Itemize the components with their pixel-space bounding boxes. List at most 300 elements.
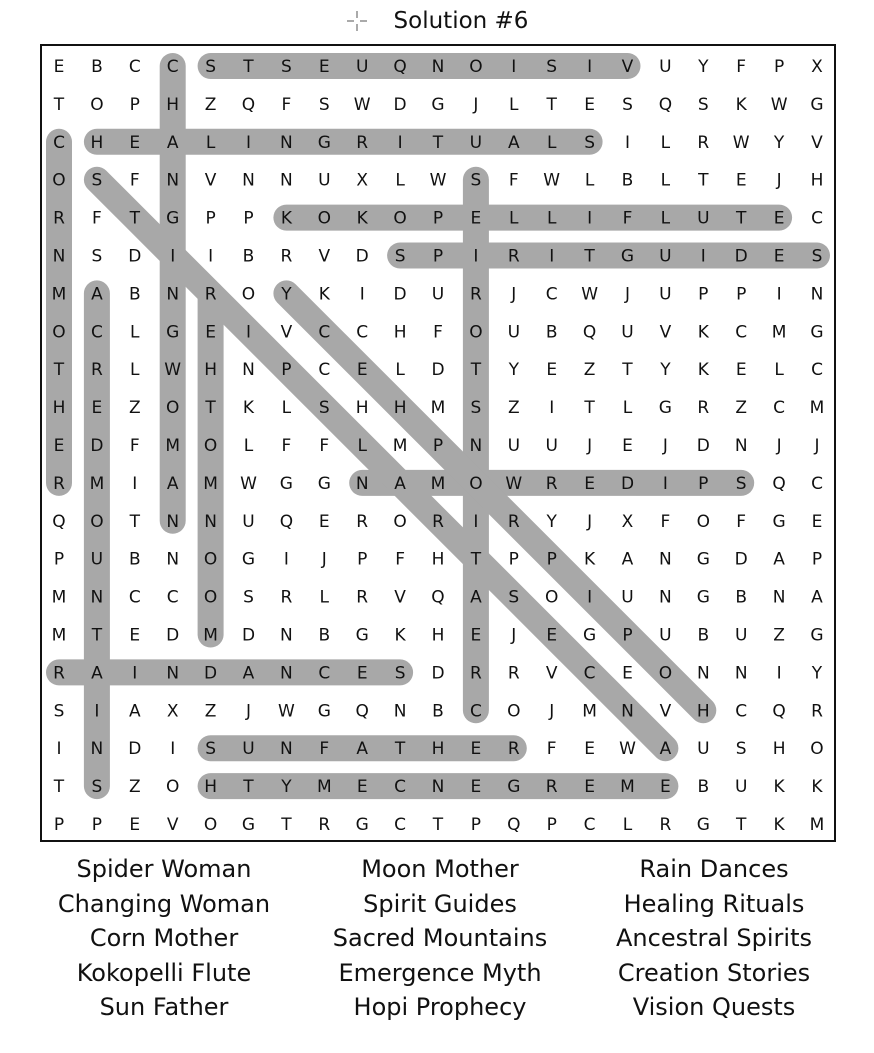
grid-letter: E <box>318 57 330 77</box>
grid-letter: I <box>624 132 631 153</box>
grid-letter: I <box>776 663 782 684</box>
grid-letter: S <box>394 246 406 267</box>
grid-letter: D <box>128 739 142 760</box>
grid-letter: A <box>91 284 103 305</box>
grid-letter: E <box>129 132 141 153</box>
grid-frame <box>40 44 836 842</box>
grid-letter: H <box>204 777 217 798</box>
grid-letter: U <box>90 549 104 570</box>
grid-letter: W <box>543 170 561 191</box>
grid-letter: L <box>130 322 140 343</box>
grid-letter: Y <box>281 777 292 798</box>
grid-letter: H <box>393 398 407 419</box>
grid-letter: G <box>241 815 256 835</box>
grid-letter: N <box>469 436 483 456</box>
grid-letter: I <box>132 663 138 684</box>
grid-letter: G <box>772 511 786 532</box>
grid-letter: Y <box>660 360 671 381</box>
grid-letter: B <box>697 777 710 798</box>
grid-letter: D <box>166 625 180 646</box>
grid-letter: S <box>205 57 216 77</box>
grid-letter: G <box>507 777 521 798</box>
grid-letter: W <box>505 473 523 494</box>
grid-letter: E <box>470 739 482 760</box>
puzzle-header <box>0 4 874 38</box>
grid-letter: B <box>128 284 141 305</box>
grid-letter: C <box>166 57 179 77</box>
grid-letter: U <box>697 208 710 229</box>
grid-letter: J <box>776 170 782 191</box>
word-list-item: Hopi Prophecy <box>353 993 527 1021</box>
grid-letter: U <box>659 284 672 305</box>
grid-letter: T <box>129 511 140 532</box>
grid-letter: L <box>509 208 519 229</box>
grid-letter: R <box>53 473 65 494</box>
grid-letter: L <box>622 815 633 835</box>
grid-letter: V <box>545 663 558 684</box>
grid-letter: W <box>619 739 636 760</box>
grid-letter: N <box>166 284 180 305</box>
grid-letter: N <box>90 587 104 608</box>
grid-letter: E <box>584 94 595 115</box>
grid-letter: W <box>277 701 295 722</box>
grid-letter: Q <box>431 587 445 608</box>
grid-letter: S <box>53 701 65 722</box>
grid-letter: R <box>53 208 65 229</box>
grid-letter: I <box>56 739 62 760</box>
grid-letter: K <box>356 208 368 229</box>
grid-letter: E <box>735 360 747 381</box>
grid-letter: N <box>280 625 293 646</box>
grid-letter: Z <box>507 398 520 419</box>
grid-letter: A <box>470 587 482 608</box>
grid-letter: L <box>357 436 367 456</box>
grid-letter: F <box>281 94 292 115</box>
grid-letter: J <box>549 701 555 722</box>
grid-letter: R <box>356 132 369 153</box>
grid-letter: H <box>431 739 445 760</box>
grid-letter: G <box>810 322 824 343</box>
grid-letter: U <box>318 170 331 191</box>
grid-letter: Y <box>281 284 292 305</box>
grid-letter: V <box>659 322 672 343</box>
grid-letter: S <box>470 398 482 419</box>
grid-letter: K <box>697 360 709 381</box>
grid-letter: H <box>166 94 180 115</box>
grid-letter: U <box>659 246 672 267</box>
grid-letter: T <box>546 94 557 115</box>
grid-letter: M <box>430 473 446 494</box>
crosshair-icon <box>346 10 368 32</box>
grid-letter: E <box>584 777 595 798</box>
grid-letter: J <box>511 625 517 646</box>
grid-letter: E <box>53 57 65 77</box>
grid-letter: C <box>735 322 748 343</box>
grid-letter: J <box>587 436 593 456</box>
grid-letter: D <box>90 436 104 456</box>
grid-letter: N <box>696 663 710 684</box>
grid-letter: Z <box>128 777 141 798</box>
grid-letter: D <box>696 436 710 456</box>
grid-letter: N <box>772 587 786 608</box>
grid-letter: M <box>51 625 67 646</box>
grid-letter: T <box>622 360 633 381</box>
grid-letter: U <box>355 57 369 77</box>
grid-letter: O <box>241 284 256 305</box>
grid-letter: L <box>622 398 633 419</box>
grid-letter: S <box>318 398 330 419</box>
grid-letter: N <box>280 663 293 684</box>
grid-letter: M <box>51 587 67 608</box>
grid-letter: B <box>545 322 558 343</box>
grid-letter: I <box>170 246 176 267</box>
grid-letter: C <box>318 360 331 381</box>
grid-letter: R <box>697 398 710 419</box>
grid-letter: R <box>507 739 520 760</box>
grid-letter: P <box>205 208 216 229</box>
grid-letter: U <box>242 511 255 532</box>
grid-letter: N <box>734 663 748 684</box>
grid-letter: S <box>735 739 747 760</box>
grid-letter: Y <box>698 57 709 77</box>
grid-letter: R <box>545 473 558 494</box>
grid-letter: C <box>318 322 331 343</box>
grid-letter: O <box>393 208 407 229</box>
grid-letter: O <box>203 587 218 608</box>
grid-letter: K <box>773 777 785 798</box>
grid-letter: I <box>94 701 100 722</box>
grid-letter: N <box>280 739 293 760</box>
grid-letter: E <box>584 473 595 494</box>
grid-letter: C <box>166 587 179 608</box>
grid-letter: U <box>545 436 558 456</box>
grid-letter: P <box>698 284 709 305</box>
grid-letter: I <box>549 398 555 419</box>
grid-letter: H <box>52 398 66 419</box>
grid-letter: B <box>242 246 255 267</box>
grid-letter: E <box>622 436 633 456</box>
grid-letter: G <box>620 246 635 267</box>
grid-letter: I <box>549 246 555 267</box>
grid-letter: S <box>584 132 595 153</box>
grid-letter: X <box>621 511 634 532</box>
grid-letter: Y <box>773 132 785 153</box>
grid-letter: F <box>319 436 330 456</box>
grid-letter: R <box>280 587 293 608</box>
grid-letter: F <box>736 57 747 77</box>
grid-letter: V <box>280 322 293 343</box>
grid-letter: P <box>811 549 823 570</box>
grid-letter: E <box>318 511 330 532</box>
grid-letter: H <box>393 322 407 343</box>
grid-letter: S <box>205 739 216 760</box>
grid-letter: D <box>620 473 635 494</box>
grid-letter: D <box>431 663 445 684</box>
grid-letter: N <box>90 739 104 760</box>
grid-letter: B <box>318 625 331 646</box>
grid-letter: T <box>584 246 595 267</box>
grid-letter: O <box>166 398 180 419</box>
grid-letter: G <box>696 549 710 570</box>
grid-letter: A <box>773 549 785 570</box>
word-list-item: Vision Quests <box>632 993 796 1021</box>
grid-letter: P <box>129 94 140 115</box>
grid-letter: T <box>205 398 216 419</box>
grid-letter: W <box>770 94 788 115</box>
grid-letter: Z <box>204 701 217 722</box>
grid-letter: R <box>90 360 103 381</box>
grid-letter: R <box>545 777 558 798</box>
grid-letter: U <box>659 625 672 646</box>
grid-letter: E <box>470 625 482 646</box>
grid-letter: D <box>734 549 748 570</box>
grid-letter: J <box>776 436 782 456</box>
grid-letter: P <box>357 549 368 570</box>
grid-letter: N <box>166 549 180 570</box>
grid-letter: N <box>659 549 672 570</box>
grid-letter: P <box>432 208 444 229</box>
grid-letter: F <box>92 208 102 229</box>
grid-letter: L <box>281 398 292 419</box>
grid-letter: H <box>810 170 824 191</box>
grid-letter: G <box>658 398 672 419</box>
grid-letter: L <box>319 587 330 608</box>
grid-letter: S <box>394 663 406 684</box>
grid-letter: R <box>507 246 520 267</box>
grid-letter: C <box>318 663 331 684</box>
grid-letter: I <box>245 322 252 343</box>
grid-letter: M <box>582 701 597 722</box>
grid-letter: P <box>698 473 709 494</box>
grid-letter: I <box>700 246 706 267</box>
grid-letter: K <box>735 94 747 115</box>
grid-letter: O <box>52 170 66 191</box>
word-list-item: Sun Father <box>99 993 229 1021</box>
grid-letter: G <box>810 625 824 646</box>
grid-letter: J <box>511 284 517 305</box>
word-list-item: Emergence Myth <box>338 958 542 987</box>
grid-letter: E <box>356 663 368 684</box>
grid-letter: F <box>736 511 747 532</box>
grid-letter: G <box>166 322 180 343</box>
grid-letter: A <box>166 132 179 153</box>
grid-letter: V <box>318 246 331 267</box>
grid-letter: C <box>583 815 596 835</box>
grid-letter: I <box>473 246 479 267</box>
grid-letter: C <box>394 815 407 835</box>
grid-letter: I <box>283 549 289 570</box>
grid-letter: B <box>432 701 444 722</box>
grid-letter: D <box>734 246 748 267</box>
grid-letter: U <box>621 587 634 608</box>
grid-letter: C <box>53 132 65 153</box>
grid-letter: G <box>583 625 597 646</box>
grid-letter: R <box>811 701 823 722</box>
grid-letter: Q <box>355 701 369 722</box>
grid-letter: I <box>587 208 593 229</box>
grid-letter: E <box>584 739 595 760</box>
grid-letter: R <box>469 663 482 684</box>
grid-letter: G <box>355 625 369 646</box>
grid-letter: F <box>129 436 140 456</box>
grid-letter: C <box>811 208 823 229</box>
grid-letter: N <box>280 170 293 191</box>
grid-letter: O <box>317 208 331 229</box>
grid-letter: F <box>319 739 330 760</box>
grid-letter: N <box>621 701 634 722</box>
grid-letter: T <box>470 549 482 570</box>
grid-letter: C <box>735 701 748 722</box>
grid-letter: A <box>128 701 141 722</box>
grid-letter: S <box>811 246 823 267</box>
grid-letter: T <box>470 360 482 381</box>
grid-letter: L <box>395 360 405 381</box>
grid-letter: T <box>281 815 292 835</box>
grid-letter: L <box>660 208 671 229</box>
grid-letter: J <box>662 436 668 456</box>
grid-letter: O <box>469 322 483 343</box>
grid-letter: K <box>773 815 785 835</box>
grid-letter: E <box>129 625 141 646</box>
grid-letter: N <box>431 777 445 798</box>
grid-letter: Z <box>583 360 596 381</box>
grid-letter: K <box>394 625 406 646</box>
grid-letter: U <box>507 322 521 343</box>
grid-letter: L <box>205 132 216 153</box>
grid-letter: I <box>776 284 782 305</box>
grid-letter: X <box>356 170 369 191</box>
grid-letter: U <box>507 436 521 456</box>
grid-letter: I <box>208 246 214 267</box>
grid-letter: U <box>621 322 634 343</box>
grid-letter: J <box>473 94 479 115</box>
grid-letter: M <box>392 436 408 456</box>
grid-letter: U <box>469 132 483 153</box>
grid-letter: P <box>773 57 785 77</box>
grid-letter: T <box>584 398 595 419</box>
grid-letter: R <box>53 663 65 684</box>
grid-letter: H <box>355 398 369 419</box>
grid-letter: F <box>129 170 140 191</box>
grid-letter: U <box>697 739 710 760</box>
grid-letter: R <box>469 284 482 305</box>
grid-letter: R <box>356 511 369 532</box>
grid-letter: C <box>811 473 823 494</box>
grid-letter: S <box>508 587 520 608</box>
grid-letter: N <box>166 170 180 191</box>
grid-letter: W <box>732 132 750 153</box>
grid-letter: E <box>470 208 482 229</box>
grid-letter: D <box>393 284 407 305</box>
word-list-column-2 <box>290 852 590 1025</box>
grid-letter: D <box>204 663 218 684</box>
grid-letter: R <box>356 587 369 608</box>
grid-letter: O <box>166 777 180 798</box>
grid-letter: M <box>203 473 218 494</box>
grid-letter: D <box>241 625 256 646</box>
grid-letter: P <box>91 815 103 835</box>
grid-letter: L <box>584 170 595 191</box>
grid-letter: O <box>696 511 710 532</box>
grid-letter: Y <box>508 360 519 381</box>
grid-letter: M <box>809 398 825 419</box>
grid-letter: L <box>660 132 671 153</box>
grid-letter: O <box>203 436 218 456</box>
grid-letter: E <box>356 777 368 798</box>
grid-letter: C <box>128 57 141 77</box>
grid-letter: T <box>53 777 65 798</box>
grid-letter: G <box>279 473 293 494</box>
grid-letter: P <box>546 815 557 835</box>
grid-letter: N <box>242 360 255 381</box>
grid-letter: D <box>431 360 445 381</box>
grid-letter: S <box>735 473 747 494</box>
grid-letter: I <box>359 284 365 305</box>
grid-letter: M <box>430 398 446 419</box>
word-list-item: Corn Mother <box>89 924 239 952</box>
grid-letter: I <box>511 57 517 77</box>
grid-letter: I <box>132 473 138 494</box>
grid-letter: H <box>772 739 786 760</box>
grid-letter: P <box>622 625 633 646</box>
grid-letter: Z <box>773 625 785 646</box>
grid-letter: S <box>470 170 482 191</box>
grid-letter: V <box>811 132 823 153</box>
grid-letter: A <box>621 549 634 570</box>
grid-letter: U <box>242 739 255 760</box>
grid-letter: I <box>662 473 668 494</box>
grid-letter: Z <box>128 398 141 419</box>
grid-letter: N <box>166 511 180 532</box>
grid-letter: C <box>773 398 786 419</box>
grid-letter: L <box>130 360 140 381</box>
grid-letter: T <box>243 57 254 77</box>
grid-letter: C <box>545 284 558 305</box>
grid-letter: A <box>166 473 179 494</box>
grid-letter: Q <box>582 322 597 343</box>
grid-letter: R <box>280 246 293 267</box>
grid-letter: J <box>245 701 252 722</box>
grid-letter: O <box>393 511 407 532</box>
grid-letter: P <box>432 436 444 456</box>
grid-letter: E <box>205 322 216 343</box>
grid-letter: S <box>91 246 103 267</box>
grid-letter: A <box>356 739 369 760</box>
grid-letter: P <box>546 549 557 570</box>
grid-letter: L <box>546 208 557 229</box>
grid-letter: H <box>204 360 217 381</box>
grid-letter: M <box>165 436 181 456</box>
grid-letter: G <box>317 132 331 153</box>
grid-letter: V <box>394 587 406 608</box>
grid-letter: P <box>53 549 65 570</box>
word-list-item: Spider Woman <box>76 855 252 883</box>
grid-letter: G <box>696 815 710 835</box>
grid-letter: E <box>53 436 65 456</box>
grid-letter: L <box>774 360 784 381</box>
grid-letter: T <box>698 170 709 191</box>
grid-letter: S <box>697 94 709 115</box>
grid-letter: Q <box>772 473 786 494</box>
grid-letter: O <box>658 663 673 684</box>
grid-letter: E <box>91 398 103 419</box>
grid-letter: E <box>546 625 558 646</box>
grid-letter: G <box>241 549 256 570</box>
grid-letter: F <box>395 549 405 570</box>
grid-letter: J <box>814 436 820 456</box>
grid-letter: Q <box>507 815 521 835</box>
grid-letter: A <box>394 473 406 494</box>
